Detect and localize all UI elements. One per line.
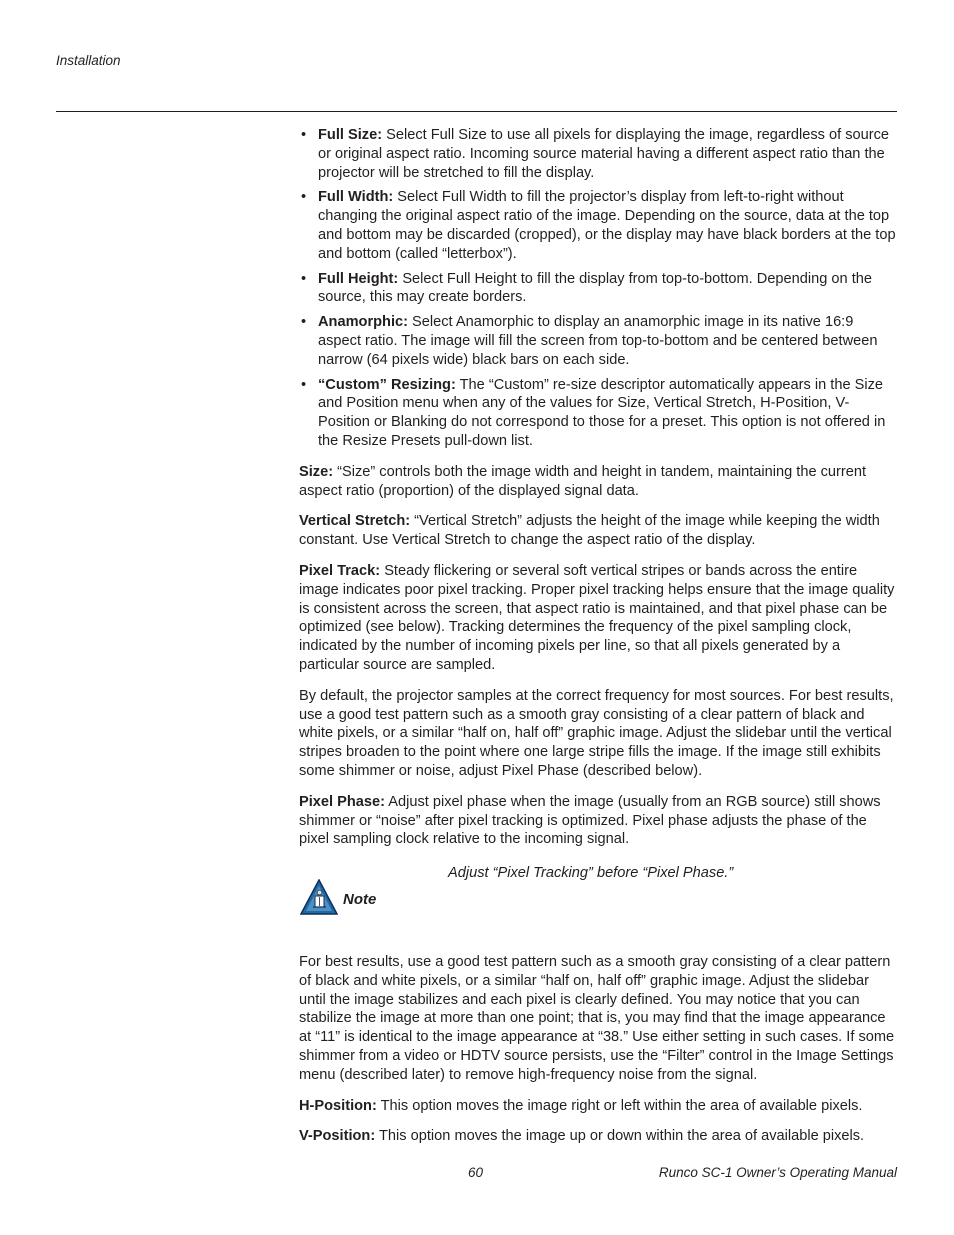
list-item-anamorphic bbox=[299, 313, 899, 369]
paragraph-h-position bbox=[299, 1097, 899, 1116]
term-full-height: Full Height: bbox=[318, 270, 399, 287]
term-custom-resizing: “Custom” Resizing: bbox=[318, 376, 456, 393]
note-reader-icon bbox=[300, 879, 338, 915]
bullet-dot: • bbox=[301, 314, 307, 331]
paragraph-best-results: For best results, use a good test pattern such as a smooth gray consisting of a clear pattern of black and white pixels, or a similar “half on, half off” graphic image. Adjust the slidebar until the image stabilizes and each pixel is clearly defined. You may notice that you can stabilize the image at more than one point; that is, you may find that the image appearance at “11” is identical to the image appearance at “38.” Use either setting in such cases. If some shimmer from a video or HDTV source persists, use the “Filter” control in the Image Settings menu (described later) to remove high-frequency noise from the signal. bbox=[299, 954, 895, 1083]
footer-manual-title: Runco SC-1 Owner’s Operating Manual bbox=[658, 1165, 897, 1180]
resize-presets-list bbox=[299, 126, 899, 451]
running-header: Installation bbox=[56, 53, 121, 68]
list-item-full-height bbox=[299, 270, 899, 308]
note-label: Note bbox=[343, 891, 377, 909]
term-h-position: H-Position: bbox=[299, 1097, 377, 1114]
paragraph-default-sampling: By default, the projector samples at the correct frequency for most sources. For best results, use a good test pattern such as a smooth gray consisting of a clear pattern of black and white pixels, or a similar “half on, half off” graphic image. Adjust the slidebar until the vertical stripes broaden to the point where one large stripe fills the image. If the image still exhibits some shimmer or noise, adjust Pixel Phase (described below). bbox=[299, 687, 894, 779]
list-item-custom-resizing bbox=[299, 376, 899, 451]
term-v-position: V-Position: bbox=[299, 1128, 376, 1145]
page-number: 60 bbox=[468, 1165, 484, 1180]
paragraph-pixel-phase bbox=[299, 793, 899, 849]
term-vertical-stretch: Vertical Stretch: bbox=[299, 513, 411, 530]
desc-custom-resizing: The “Custom” re-size descriptor automatically appears in the Size and Position menu when any of the values for Size, Vertical Stretch, H-Position, V-Position or Blanking do not correspond to those for a preset. This option is not offered in the Resize Presets pull-down list. bbox=[318, 376, 886, 449]
bullet-dot: • bbox=[301, 127, 307, 143]
term-full-width: Full Width: bbox=[318, 189, 394, 206]
note-callout bbox=[299, 863, 899, 927]
header-divider bbox=[56, 111, 897, 112]
list-item-full-width bbox=[299, 188, 899, 263]
desc-vertical-stretch: “Vertical Stretch” adjusts the height of the image while keeping the width constant. Use Vertical Stretch to change the aspect ratio of the display. bbox=[299, 513, 880, 549]
desc-full-height: Select Full Height to fill the display from top-to-bottom. Depending on the source, this may create borders. bbox=[318, 270, 872, 306]
desc-full-width: Select Full Width to fill the projector’s display from left-to-right without changing the original aspect ratio of the image. Depending on the source, data at the top and bottom may be discarded (cropped), or the display may have black borders at the top and bottom (called “letterbox”). bbox=[318, 189, 896, 262]
list-item-full-size bbox=[299, 126, 899, 182]
desc-size: “Size” controls both the image width and height in tandem, maintaining the current aspect ratio (proportion) of the displayed signal data. bbox=[299, 463, 867, 499]
bullet-dot: • bbox=[301, 376, 307, 393]
desc-h-position: This option moves the image right or left within the area of available pixels. bbox=[376, 1097, 863, 1114]
paragraph-v-position bbox=[299, 1127, 899, 1146]
desc-pixel-phase: Adjust pixel phase when the image (usually from an RGB source) still shows shimmer or “noise” after pixel tracking is optimized. Pixel phase adjusts the phase of the pixel sampling clock relative to the incoming signal. bbox=[299, 793, 881, 848]
desc-pixel-track: Steady flickering or several soft vertical stripes or bands across the entire image indicates poor pixel tracking. Proper pixel tracking helps ensure that the image quality is consistent across the screen, that aspect ratio is maintained, and that pixel phase can be optimized (see below). Tracking determines the frequency of the pixel sampling clock, indicated by the number of incoming pixels per line, so that all pixels generated by a particular source are sampled. bbox=[299, 562, 895, 673]
desc-v-position: This option moves the image up or down within the area of available pixels. bbox=[375, 1128, 865, 1145]
paragraph-pixel-track bbox=[299, 562, 899, 675]
term-size: Size: bbox=[299, 463, 334, 480]
term-full-size: Full Size: bbox=[318, 127, 383, 143]
term-pixel-track: Pixel Track: bbox=[299, 562, 381, 579]
term-anamorphic: Anamorphic: bbox=[318, 314, 408, 331]
term-pixel-phase: Pixel Phase: bbox=[299, 793, 385, 810]
paragraph-vertical-stretch bbox=[299, 512, 899, 550]
desc-full-size: Select Full Size to use all pixels for displaying the image, regardless of source or original aspect ratio. Incoming source material having a different aspect ratio than the projector will be stretched to fill the display. bbox=[318, 127, 890, 181]
note-text: Adjust “Pixel Tracking” before “Pixel Phase.” bbox=[448, 865, 734, 882]
bullet-dot: • bbox=[301, 189, 307, 206]
desc-anamorphic: Select Anamorphic to display an anamorphic image in its native 16:9 aspect ratio. The image will fill the screen from top-to-bottom and be centered between narrow (64 pixels wide) black bars on each side. bbox=[318, 314, 878, 368]
bullet-dot: • bbox=[301, 270, 307, 287]
main-content bbox=[299, 126, 899, 1158]
paragraph-size bbox=[299, 463, 899, 501]
